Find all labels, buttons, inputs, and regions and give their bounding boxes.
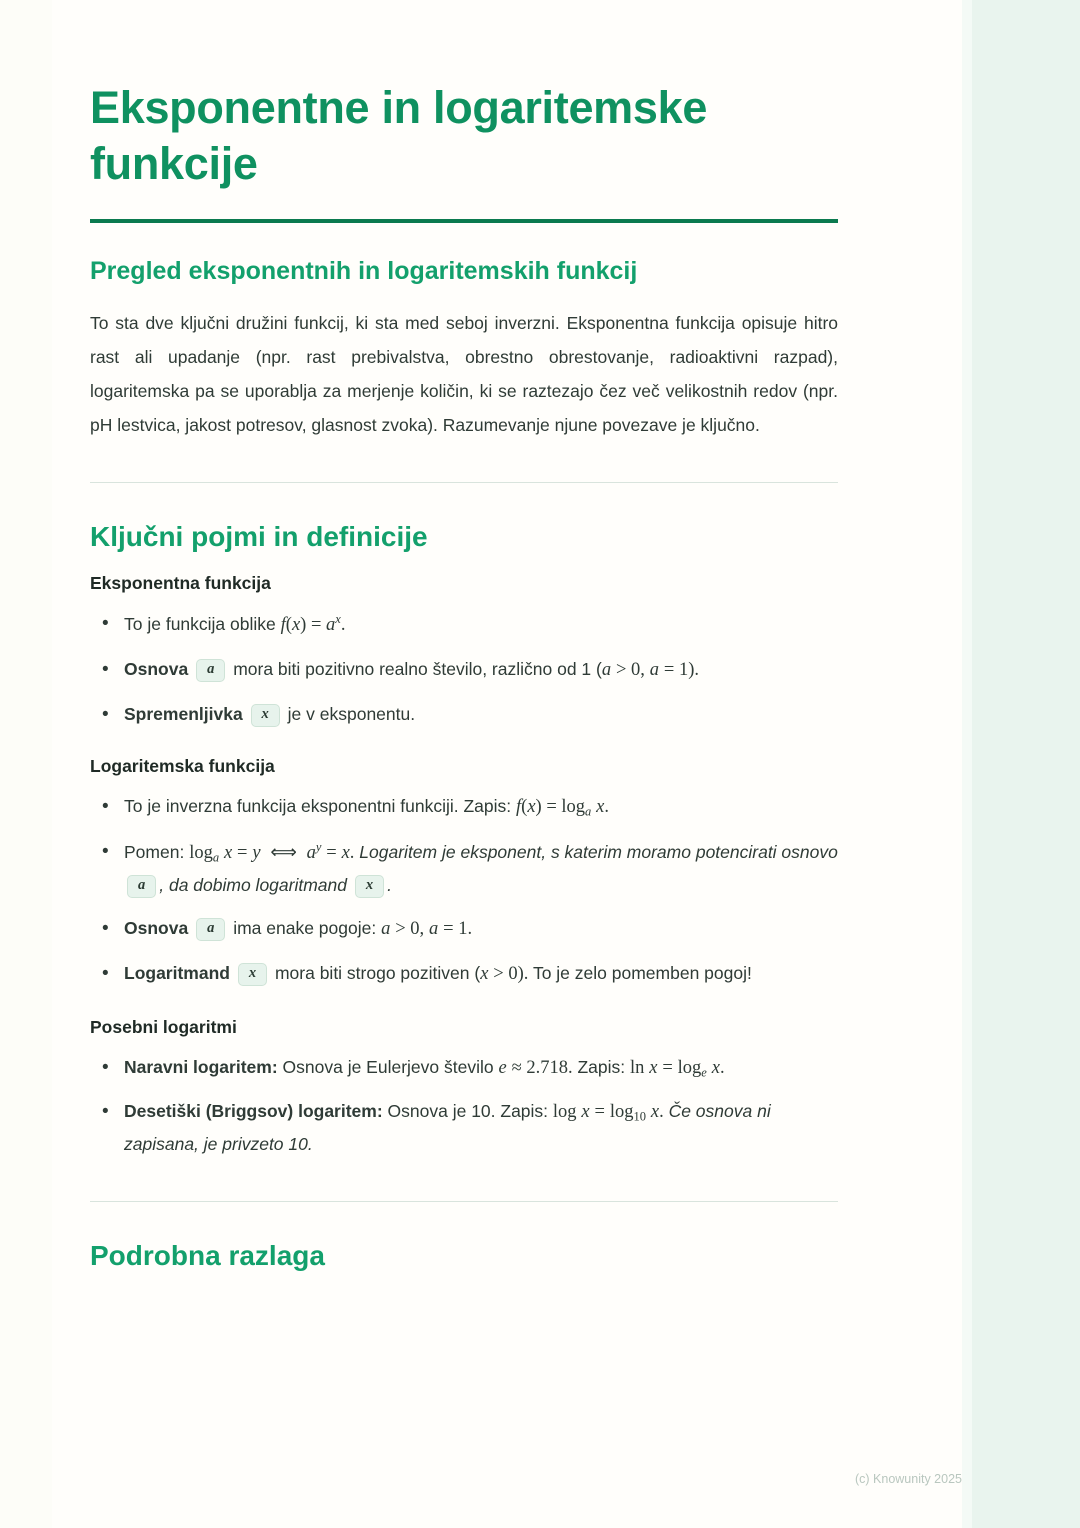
subheading-exponential: Eksponentna funkcija: [90, 573, 271, 593]
list-item: • Osnova a mora biti pozitivno realno število, različno od 1 (a > 0, a = 1).: [124, 654, 838, 687]
chip-x: x: [238, 963, 267, 986]
term-common-log: Desetiški (Briggsov) logaritem:: [124, 1101, 383, 1122]
chip-x: x: [355, 875, 384, 898]
chip-a: a: [196, 918, 225, 941]
list-item: • Spremenljivka x je v eksponentu.: [124, 699, 838, 730]
section-divider-1: [90, 482, 838, 483]
term-osnova: Osnova: [124, 658, 189, 679]
document-content: [90, 80, 838, 1292]
list-exponential: [90, 608, 838, 730]
watermark: (c) Knowunity 2025: [854, 1472, 962, 1486]
chip-a: a: [196, 659, 225, 682]
overview-paragraph: To sta dve ključni družini funkcij, ki sta med seboj inverzni. Eksponentna funkcija opisuje hitro rast ali upadanje (npr. rast prebivalstva, obrestno obrestovanje, radioaktivni razpad), logaritemska pa se uporablja za merjenje količin, ki se raztezajo čez več velikostnih redov (npr. pH lestvica, jakost potresov, glasnost zvoka). Razumevanje njune povezave je ključno.: [90, 312, 838, 435]
list-item: • Naravni logaritem: Osnova je Eulerjevo število e ≈ 2.718. Zapis: $\ln x = \log_e x$.: [124, 1052, 838, 1085]
subheading-logarithmic: Logaritemska funkcija: [90, 755, 275, 776]
section-heading-detailed: Podrobna razlaga: [90, 1239, 325, 1271]
term-spremenljivka: Spremenljivka: [124, 703, 243, 724]
list-item: • Logaritmand x mora biti strogo pozitiven (x > 0). To je zelo pomemben pogoj!: [124, 958, 838, 991]
list-special-logs: [90, 1052, 838, 1161]
term-natural-log: Naravni logaritem:: [124, 1056, 278, 1077]
chip-a: a: [127, 875, 156, 898]
list-item: • To je inverzna funkcija eksponentni funkciji. Zapis: $f(x) = \log_a x$.: [124, 791, 838, 824]
list-logarithmic: [90, 791, 838, 991]
chip-x: x: [251, 704, 280, 727]
page-right-band: [972, 0, 1080, 1528]
title-divider: [90, 219, 838, 223]
page-left-edge: [0, 0, 52, 1528]
term-osnova: Osnova: [124, 917, 189, 938]
page-title: Eksponentne in logaritemske funkcije: [90, 82, 708, 190]
term-logaritmand: Logaritmand: [124, 962, 230, 983]
list-item: • Pomen: $\log_a x = y$ ⟺ $a^y = x$. Logaritem je eksponent, s katerim moramo potencirati osnovo a , da dobimo logaritmand x .: [124, 836, 838, 901]
section-heading-overview: Pregled eksponentnih in logaritemskih funkcij: [90, 256, 638, 285]
section-divider-2: [90, 1201, 838, 1202]
list-item: • To je funkcija oblike $f(x) = a^x$.: [124, 608, 838, 642]
subheading-special-logs: Posebni logaritmi: [90, 1016, 237, 1037]
list-item: • Osnova a ima enake pogoje: a > 0, a = 1.: [124, 913, 838, 946]
page-right-inner-edge: [962, 0, 972, 1528]
section-heading-key-terms: Ključni pojmi in definicije: [90, 521, 428, 552]
list-item: • Desetiški (Briggsov) logaritem: Osnova je 10. Zapis: $\log x = \log_{10} x$. Če osnova ni zapisana, je privzeto 10.: [124, 1096, 838, 1160]
